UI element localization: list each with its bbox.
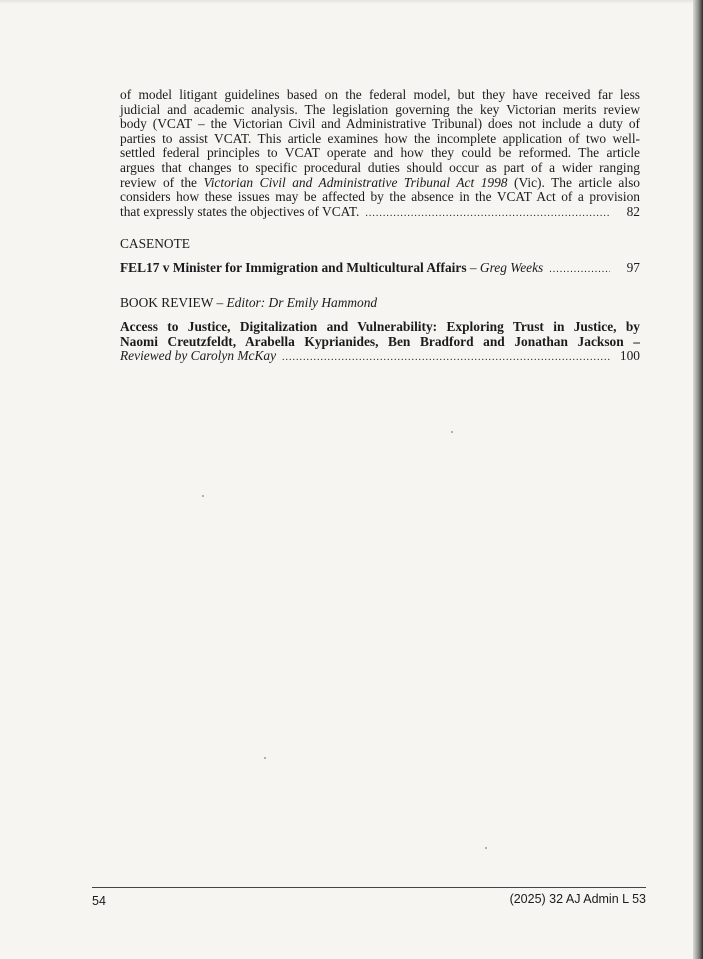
article-page-number: 82 — [626, 203, 640, 219]
book-review-reviewer: Reviewed by Carolyn McKay — [120, 348, 277, 364]
book-review-title-line: Access to Justice, Digitalization and Vulnerability: Exploring Trust in Justice, by — [120, 319, 640, 335]
scan-speck — [451, 431, 453, 433]
book-review-entry[interactable] — [120, 320, 640, 366]
casenote-entry[interactable] — [120, 261, 640, 278]
abstract-line: that expressly states the objectives of VCAT. — [120, 203, 360, 219]
book-review-page-number: 100 — [619, 348, 640, 364]
abstract-line: parties to assist VCAT. This article examines how the incomplete application of two well- — [120, 130, 640, 146]
scan-speck — [202, 495, 204, 497]
casenote-page-number: 97 — [626, 259, 640, 275]
abstract-line: considers how these issues may be affected by the absence in the VCAT Act of a provision — [120, 189, 640, 205]
footer-citation: (2025) 32 AJ Admin L 53 — [509, 892, 646, 906]
page-top-edge — [0, 0, 703, 4]
page-footer — [92, 887, 646, 908]
binding-shadow — [693, 0, 703, 959]
book-review-title-line: Naomi Creutzfeldt, Arabella Kyprianides, Ben Bradford and Jonathan Jackson – — [120, 333, 640, 349]
abstract-line: body (VCAT – the Victorian Civil and Administrative Tribunal) does not include a duty of — [120, 116, 640, 132]
scan-speck — [485, 847, 487, 849]
table-of-contents — [120, 88, 640, 366]
article-abstract — [120, 88, 640, 221]
casenote-title-group — [120, 261, 543, 276]
casenote-title: FEL17 v Minister for Immigration and Multicultural Affairs — [120, 259, 467, 275]
book-review-editor: Editor: Dr Emily Hammond — [226, 294, 378, 310]
book-review-byline-line — [120, 349, 640, 366]
abstract-line: argues that changes to specific procedural duties should occur as part of a wider ranging — [120, 159, 640, 175]
abstract-last-line — [120, 205, 640, 222]
dot-leader — [282, 351, 610, 366]
abstract-line: of model litigant guidelines based on the federal model, but they have received far less — [120, 87, 640, 102]
casenote-author: Greg Weeks — [479, 259, 544, 275]
abstract-text: review of the — [120, 174, 197, 190]
dot-leader — [365, 207, 610, 222]
statute-title: Victorian Civil and Administrative Tribunal Act 1998 — [203, 174, 508, 190]
dot-leader — [549, 263, 610, 278]
book-review-label: BOOK REVIEW – — [120, 294, 227, 310]
abstract-line: settled federal principles to VCAT operate and how they could be reformed. The article — [120, 145, 640, 161]
abstract-line — [120, 176, 640, 191]
scan-speck — [264, 757, 266, 759]
casenote-heading: CASENOTE — [120, 236, 190, 252]
abstract-text: (Vic). The article also — [514, 174, 640, 190]
abstract-line: judicial and academic analysis. The legislation governing the key Victorian merits review — [120, 101, 640, 117]
footer-page-number: 54 — [92, 894, 106, 908]
casenote-dash: – — [466, 259, 480, 275]
book-review-heading — [120, 296, 640, 311]
